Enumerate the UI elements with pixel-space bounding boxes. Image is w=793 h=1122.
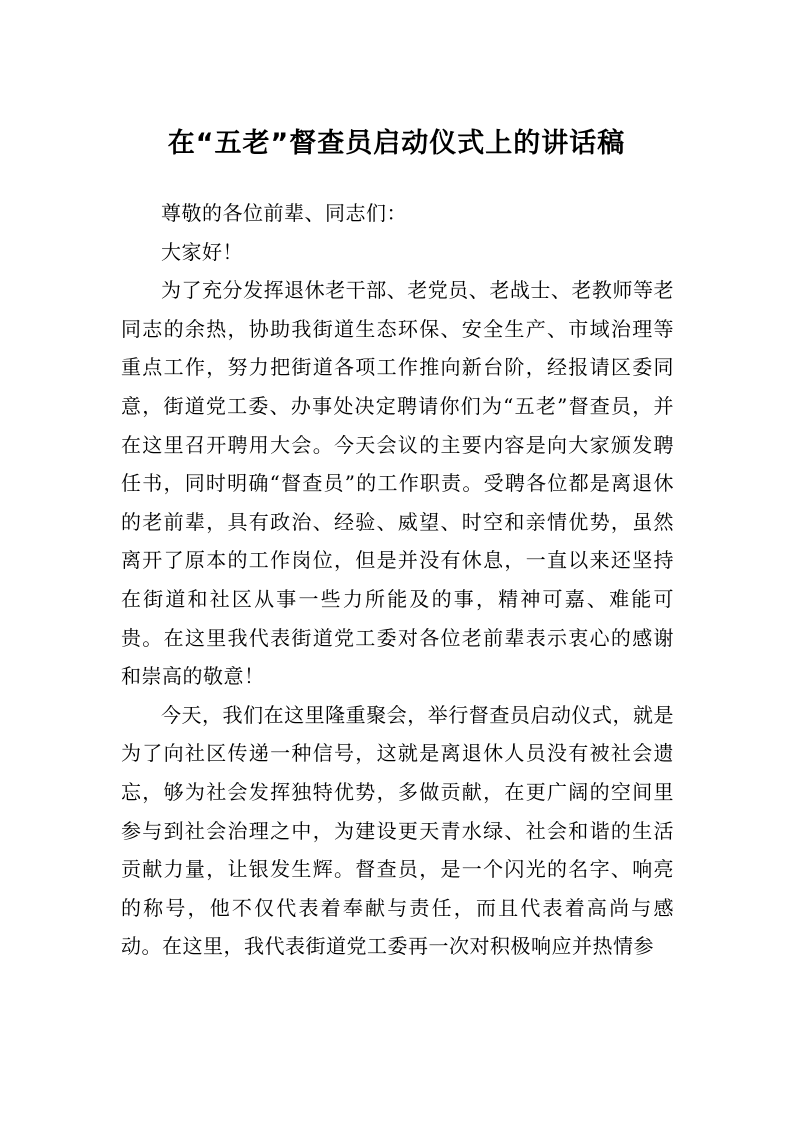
document-title: 在“五老”督查员启动仪式上的讲话稿	[167, 128, 626, 159]
body-paragraph-2: 今天，我们在这里隆重聚会，举行督查员启动仪式，就是为了向社区传递一种信号，这就是离退休人员没有被社会遗忘，够为社会发挥独特优势，多做贡献，在更广阔的空间里参与到社会治理之中，为建设更天青水绿、社会和谐的生活贡献力量，让银发生辉。督查员，是一个闪光的名字、响亮的称号，他不仅代表着奉献与责任，而且代表着高尚与感动。在这里，我代表街道党工委再一次对积极响应并热情参	[121, 702, 674, 959]
salutation-paragraph: 尊敬的各位前辈、同志们：	[161, 201, 407, 225]
document-body	[121, 194, 674, 966]
greeting-paragraph: 大家好！	[161, 239, 243, 264]
body-paragraph-1: 为了充分发挥退休老干部、老党员、老战士、老教师等老同志的余热，协助我街道生态环保、安全生产、市域治理等重点工作，努力把街道各项工作推向新台阶，经报请区委同意，街道党工委、办事处决定聘请你们为“五老”督查员，并在这里召开聘用大会。今天会议的主要内容是向大家颁发聘任书，同时明确“督查员”的工作职责。受聘各位都是离退休的老前辈，具有政治、经验、威望、时空和亲情优势，虽然离开了原本的工作岗位，但是并没有休息，一直以来还坚持在街道和社区从事一些力所能及的事，精神可嘉、难能可贵。在这里我代表街道党工委对各位老前辈表示衷心的感谢和崇高的敬意！	[121, 278, 674, 689]
